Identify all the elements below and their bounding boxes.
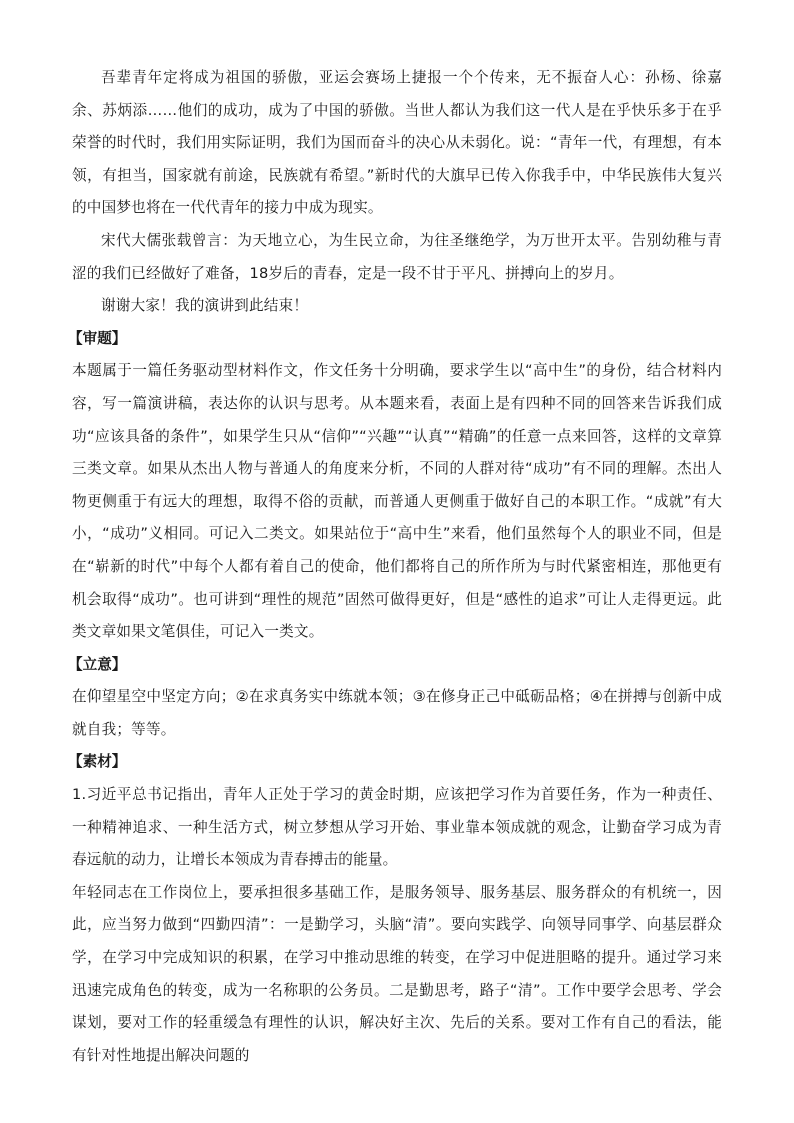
material-paragraph-2: 年轻同志在工作岗位上，要承担很多基础工作，是服务领导、服务基层、服务群众的有机统一，因此，应当努力做到“四勤四清”：一是勤学习，头脑“清”。要向实践学、向领导同事学、向基层群众学，在学习中完成知识的积累，在学习中推动思维的转变，在学习中促进胆略的提升。通过学习来迅速完成角色的转变，成为一名称职的公务员。二是勤思考，路子“清”。工作中要学会思考、学会谋划，要对工作的轻重缓急有理性的认识，解决好主次、先后的关系。要对工作有自己的看法，能有针对性地提出解决问题的 <box>72 883 722 1064</box>
review-heading: 【审题】 <box>68 329 127 347</box>
idea-paragraph: 在仰望星空中坚定方向；②在求真务实中练就本领；③在修身正己中砥砺品格；④在拼搏与创新中成就自我；等等。 <box>72 688 722 738</box>
intro-paragraph-3: 谢谢大家！我的演讲到此结束！ <box>101 297 309 315</box>
review-paragraph: 本题属于一篇任务驱动型材料作文，作文任务十分明确，要求学生以“高中生”的身份，结合材料内容，写一篇演讲稿，表达你的认识与思考。从本题来看，表面上是有四种不同的回答来告诉我们成功“应该具备的条件”，如果学生只从“信仰”“兴趣”“认真”“精确”的任意一点来回答，这样的文章算三类文章。如果从杰出人物与普通人的角度来分析，不同的人群对待“成功”有不同的理解。杰出人物更侧重于有远大的理想，取得不俗的贡献，而普通人更侧重于做好自己的本职工作。“成就”有大小，“成功”义相同。可记入二类文。如果站位于“高中生”来看，他们虽然每个人的职业不同，但是在“崭新的时代”中每个人都有着自己的使命，他们都将自己的所作所为与时代紧密相连，那他更有机会取得“成功”。也可讲到“理性的规范”固然可做得更好，但是“感性的追求”可让人走得更远。此类文章如果文笔俱佳，可记入一类文。 <box>72 362 722 641</box>
material-paragraph-1: 1.习近平总书记指出，青年人正处于学习的黄金时期，应该把学习作为首要任务，作为一种责任、一种精神追求、一种生活方式，树立梦想从学习开始、事业靠本领成就的观念，让勤奋学习成为青春远航的动力，让增长本领成为青春搏击的能量。 <box>72 786 722 869</box>
material-heading: 【素材】 <box>68 753 127 771</box>
idea-heading: 【立意】 <box>68 655 127 673</box>
intro-paragraph-2: 宋代大儒张载曾言：为天地立心，为生民立命，为往圣继绝学，为万世开太平。告别幼稚与青涩的我们已经做好了难备，18岁后的青春，定是一段不甘于平凡、拼搏向上的岁月。 <box>72 231 722 282</box>
intro-paragraph-1: 吾辈青年定将成为祖国的骄傲，亚运会赛场上捷报一个个传来，无不振奋人心：孙杨、徐嘉余、苏炳添……他们的成功，成为了中国的骄傲。当世人都认为我们这一代人是在乎快乐多于在乎荣誉的时代时，我们用实际证明，我们为国而奋斗的决心从未弱化。说：“青年一代，有理想，有本领，有担当，国家就有前途，民族就有希望。”新时代的大旗早已传入你我手中，中华民族伟大复兴的中国梦也将在一代代青年的接力中成为现实。 <box>72 69 722 217</box>
document-page <box>68 62 722 1072</box>
